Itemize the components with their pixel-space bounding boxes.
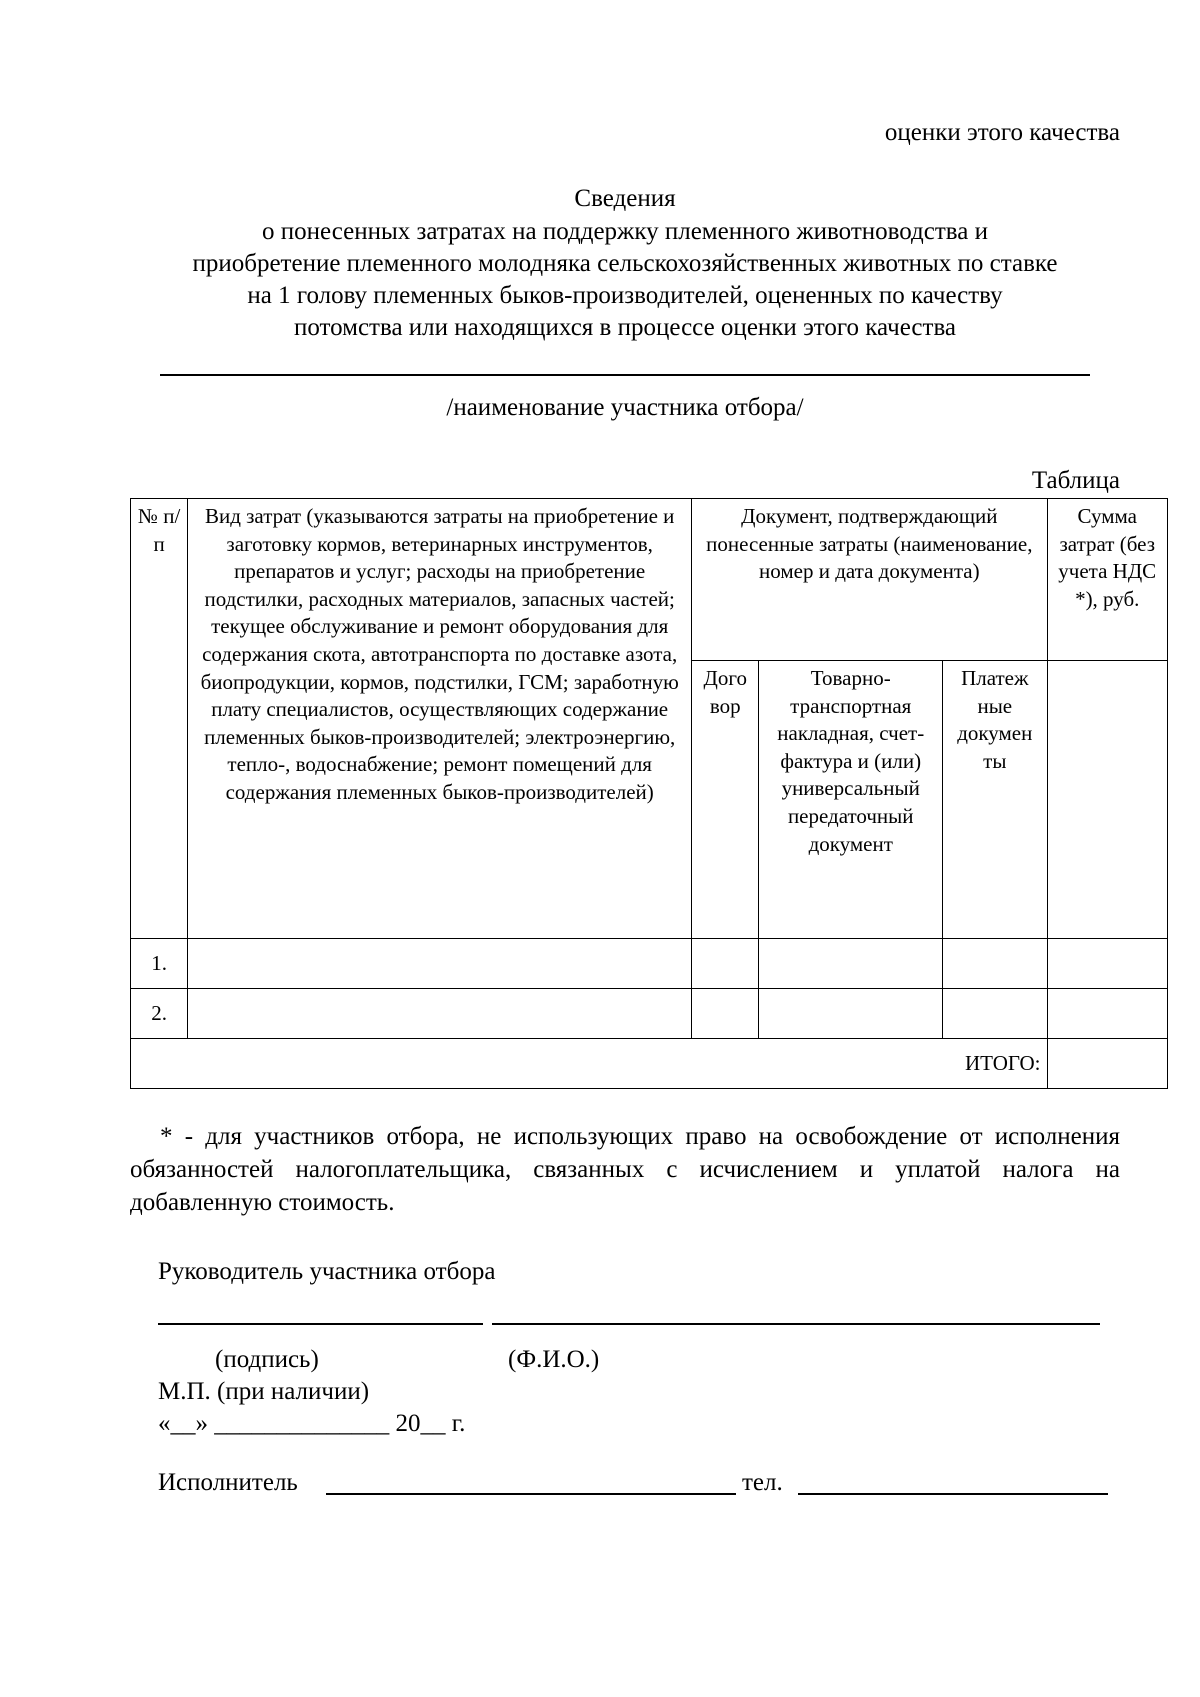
- stamp-label: М.П. (при наличии): [158, 1378, 370, 1405]
- header-document: Документ, подтверждающий понесенные затраты (наименование, номер и дата документа): [692, 499, 1047, 661]
- table-row: [131, 989, 1168, 1039]
- header-cost-type: Вид затрат (указываются затраты на приобретение и заготовку кормов, ветеринарных инструментов, препаратов и услуг; расходы на приобретение подстилки, расходных материалов, запасных частей; текущее обслуживание и ремонт оборудования для содержания скота, автотранспорта по доставке азота, биопродукции, кормов, подстилки, ГСМ; заработную плату специалистов, осуществляющих содержание племенных быков-производителей; электроэнергию, тепло-, водоснабжение; ремонт помещений для содержания племенных быков-производителей): [188, 499, 692, 939]
- phone-label: тел.: [742, 1469, 783, 1496]
- subheader-payment-docs: Платеж ные докумен ты: [943, 661, 1047, 939]
- row-number: 2.: [131, 989, 188, 1039]
- cost-type-cell[interactable]: [188, 939, 692, 989]
- fio-caption: (Ф.И.О.): [508, 1346, 600, 1373]
- subtitle-line: приобретение племенного молодняка сельскохозяйственных животных по ставке: [192, 250, 1058, 277]
- contract-cell[interactable]: [692, 989, 759, 1039]
- contract-cell[interactable]: [692, 939, 759, 989]
- sum-cell[interactable]: [1047, 939, 1168, 989]
- subheader-contract: Дого вор: [692, 661, 759, 939]
- vat-footnote: [130, 1120, 1120, 1219]
- executor-name-line: [326, 1493, 736, 1495]
- subtitle-line: на 1 голову племенных быков-производителей, оцененных по качеству: [247, 282, 1003, 309]
- costs-table: [130, 498, 1168, 1089]
- subtitle-line: о понесенных затратах на поддержку племенного животноводства и: [262, 218, 988, 245]
- waybill-cell[interactable]: [759, 989, 943, 1039]
- phone-line: [798, 1493, 1108, 1495]
- subheader-waybill: Товарно-транспортная накладная, счет-фактура и (или) универсальный передаточный документ: [759, 661, 943, 939]
- payment-cell[interactable]: [943, 989, 1047, 1039]
- sum-subheader-cell[interactable]: [1047, 661, 1168, 939]
- table-row: [131, 939, 1168, 989]
- sum-cell[interactable]: [1047, 989, 1168, 1039]
- executor-label: Исполнитель: [158, 1469, 298, 1496]
- payment-cell[interactable]: [943, 939, 1047, 989]
- document-subtitle: [100, 216, 1150, 344]
- header-sum: Сумма затрат (без учета НДС *), руб.: [1047, 499, 1168, 661]
- footnote-text: * - для участников отбора, не использующих право на освобождение от исполнения обязанностей налогоплательщика, связанных с исчислением и уплатой налога на добавленную стоимость.: [130, 1123, 1120, 1216]
- total-row: [131, 1039, 1168, 1089]
- document-title: Сведения: [574, 185, 676, 212]
- fio-line: [492, 1323, 1100, 1325]
- signature-line: [158, 1323, 483, 1325]
- total-label: ИТОГО:: [131, 1039, 1048, 1089]
- row-number: 1.: [131, 939, 188, 989]
- header-note: оценки этого качества: [884, 119, 1120, 146]
- header-num: № п/п: [131, 499, 188, 939]
- subtitle-line: потомства или находящихся в процессе оценки этого качества: [293, 314, 957, 341]
- participant-caption: /наименование участника отбора/: [446, 394, 804, 421]
- total-sum-cell[interactable]: [1047, 1039, 1168, 1089]
- participant-name-line: [160, 374, 1090, 376]
- date-line: «__» ______________ 20__ г.: [158, 1410, 466, 1437]
- head-label: Руководитель участника отбора: [158, 1258, 496, 1285]
- cost-type-cell[interactable]: [188, 989, 692, 1039]
- waybill-cell[interactable]: [759, 939, 943, 989]
- table-label: Таблица: [1031, 467, 1120, 494]
- signature-caption: (подпись): [215, 1346, 319, 1373]
